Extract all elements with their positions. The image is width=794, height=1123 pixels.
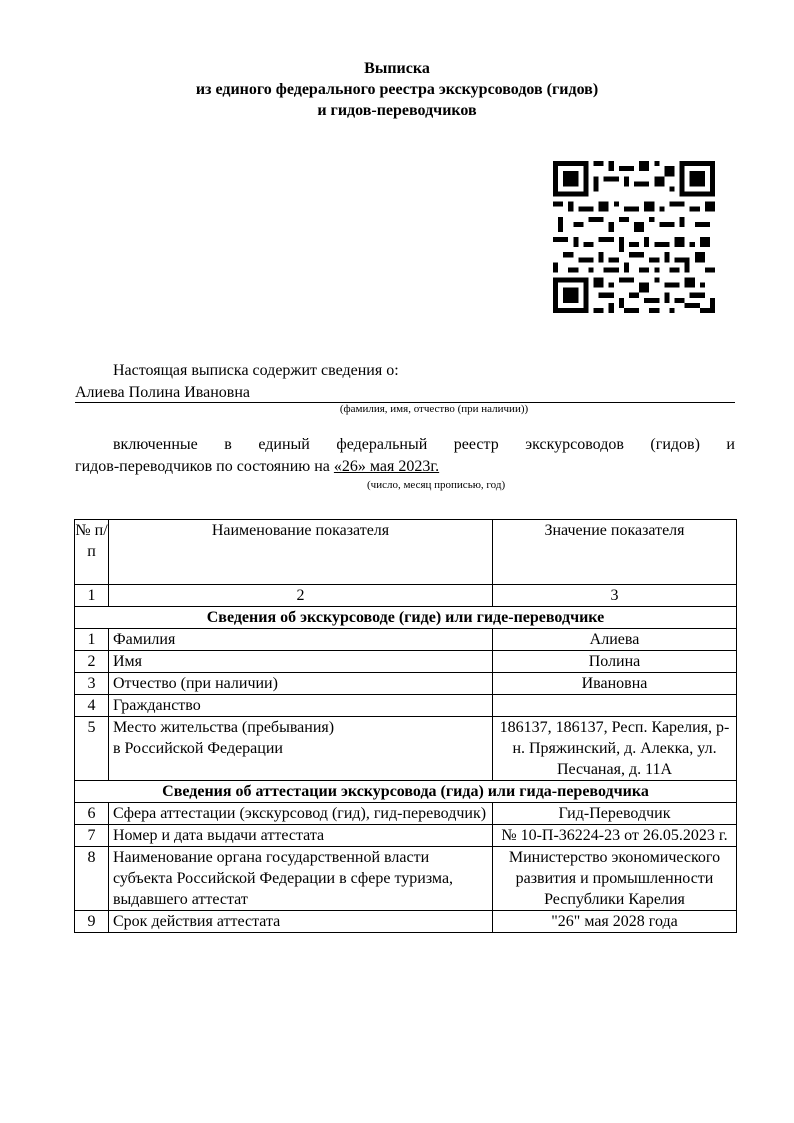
row-num: 6 [75, 803, 109, 825]
table-row [75, 911, 737, 933]
row-value: Алиева [493, 629, 737, 651]
row-num: 9 [75, 911, 109, 933]
title-line-3: и гидов-переводчиков [317, 102, 477, 119]
table-row [75, 825, 737, 847]
row-num: 5 [75, 717, 109, 781]
title-line-2: из единого федерального реестра экскурсоводов (гидов) [195, 81, 599, 98]
section-row [75, 607, 737, 629]
header-name: Наименование показателя [109, 520, 493, 585]
row-num: 7 [75, 825, 109, 847]
table-row [75, 803, 737, 825]
title-line-1: Выписка [364, 60, 430, 77]
row-name: Фамилия [109, 629, 493, 651]
row-name: Срок действия аттестата [109, 911, 493, 933]
registry-table [74, 519, 737, 933]
colnum-3: 3 [493, 585, 737, 607]
person-fio: Алиева Полина Ивановна [75, 383, 735, 403]
colnum-2: 2 [109, 585, 493, 607]
qr-modules [553, 161, 715, 313]
row-value: Ивановна [493, 673, 737, 695]
row-name: Номер и дата выдачи аттестата [109, 825, 493, 847]
row-name: Имя [109, 651, 493, 673]
inclusion-line-2 [75, 456, 735, 478]
qr-code [553, 161, 715, 313]
table-row [75, 717, 737, 781]
row-value [493, 695, 737, 717]
row-name: Наименование органа государственной власти субъекта Российской Федерации в сфере туризма, выдавшего аттестат [109, 847, 493, 911]
row-value: Министерство экономического развития и промышленности Республики Карелия [493, 847, 737, 911]
section-title-1: Сведения об экскурсоводе (гиде) или гиде-переводчике [75, 607, 737, 629]
row-num: 1 [75, 629, 109, 651]
inclusion-prefix: гидов-переводчиков по состоянию на [75, 458, 334, 475]
row-value: № 10-П-36224-23 от 26.05.2023 г. [493, 825, 737, 847]
colnum-1: 1 [75, 585, 109, 607]
table-row [75, 847, 737, 911]
table-row [75, 629, 737, 651]
document-title [0, 58, 794, 121]
row-name: Место жительства (пребывания) в Российской Федерации [109, 717, 493, 781]
row-value: Гид-Переводчик [493, 803, 737, 825]
registry-date: «26» мая 2023г. [333, 458, 440, 475]
row-value: 186137, 186137, Респ. Карелия, р-н. Пряжинский, д. Алекка, ул. Песчаная, д. 11А [493, 717, 737, 781]
table-row [75, 673, 737, 695]
row-num: 4 [75, 695, 109, 717]
intro-text: Настоящая выписка содержит сведения о: [113, 362, 399, 379]
row-num: 2 [75, 651, 109, 673]
row-num: 8 [75, 847, 109, 911]
column-number-row [75, 585, 737, 607]
row-name: Отчество (при наличии) [109, 673, 493, 695]
inclusion-statement [75, 434, 735, 478]
row-num: 3 [75, 673, 109, 695]
row-name: Гражданство [109, 695, 493, 717]
table-row [75, 695, 737, 717]
date-hint: (число, месяц прописью, год) [367, 479, 506, 491]
table-header-row [75, 520, 737, 585]
section-row [75, 781, 737, 803]
inclusion-line-1: включенные в единый федеральный реестр экскурсоводов (гидов) и [113, 436, 735, 453]
header-value: Значение показателя [493, 520, 737, 585]
header-num: № п/п [75, 520, 109, 585]
row-value: Полина [493, 651, 737, 673]
fio-hint: (фамилия, имя, отчество (при наличии)) [339, 403, 529, 415]
table-row [75, 651, 737, 673]
section-title-2: Сведения об аттестации экскурсовода (гида) или гида-переводчика [75, 781, 737, 803]
row-value: "26" мая 2028 года [493, 911, 737, 933]
row-name: Сфера аттестации (экскурсовод (гид), гид-переводчик) [109, 803, 493, 825]
